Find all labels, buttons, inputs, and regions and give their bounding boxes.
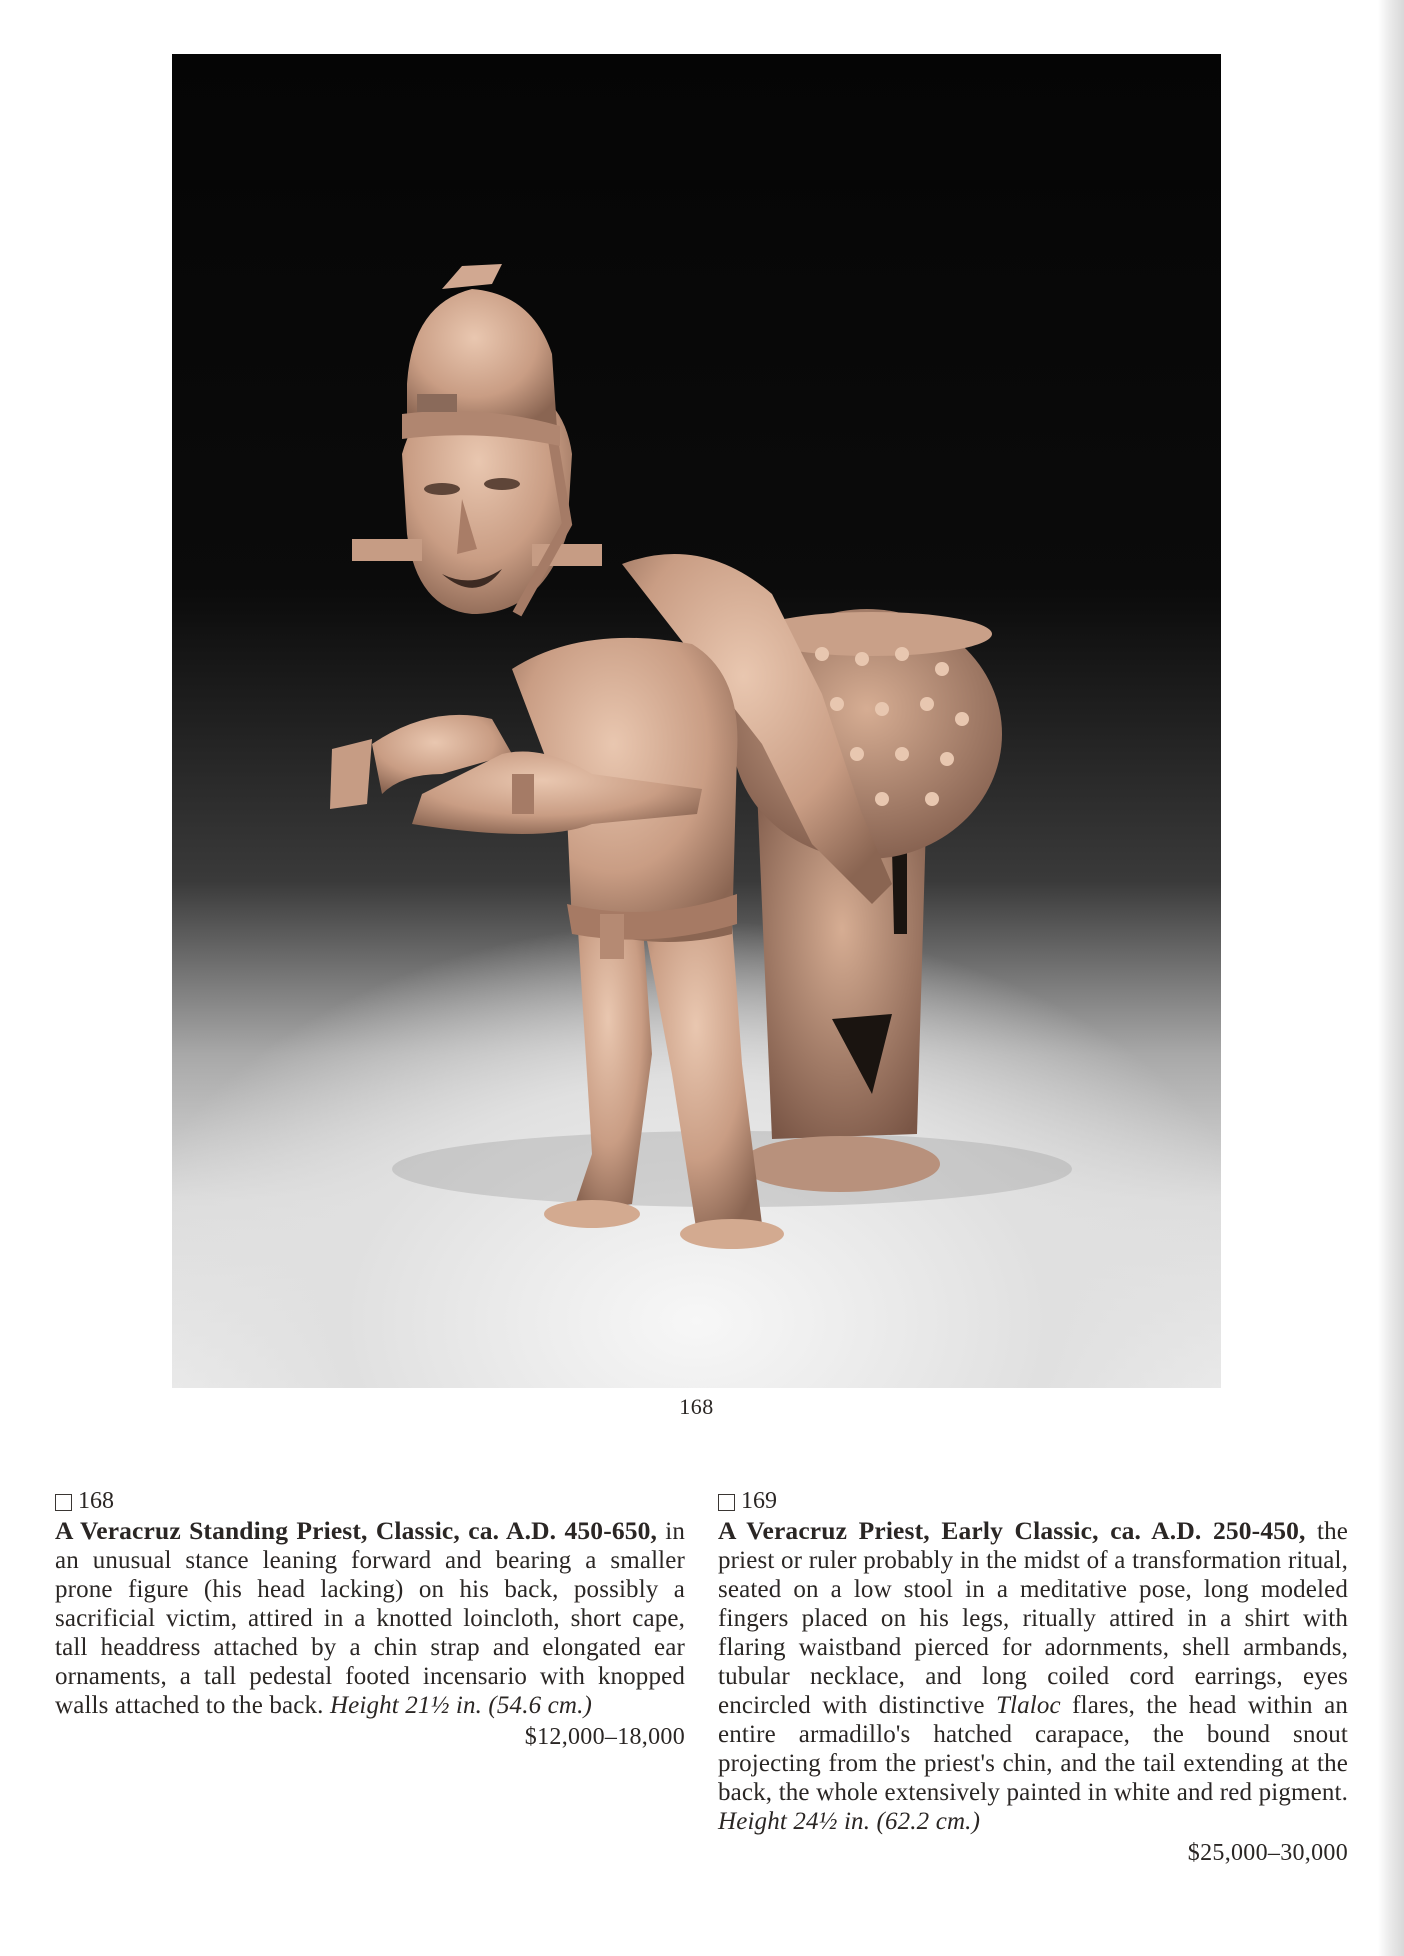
lot-description-text-cont: flares, the head within an entire armadillo's hatched carapace, the bound snout projecting from the priest's chin, and the tail extending at the back, the whole extensively painted in white and red pigment. bbox=[718, 1692, 1348, 1806]
lot-title: A Veracruz Priest, Early Classic, ca. A.D. 250-450, bbox=[718, 1516, 1306, 1545]
lot-description-text: in an unusual stance leaning forward and bearing a smaller prone figure (his head lacking) on his back, possibly a sacrificial victim, attired in a knotted loincloth, short cape, tall headdress attached by a chin strap and elongated ear ornaments, a tall pedestal footed incensario with knopped walls attached to the back. bbox=[55, 1518, 685, 1719]
lot-checkbox bbox=[55, 1494, 72, 1511]
lot-estimate: $25,000–30,000 bbox=[1187, 1840, 1348, 1866]
lot-number: 168 bbox=[78, 1488, 114, 1514]
lot-dimensions: Height 21½ in. (54.6 cm.) bbox=[329, 1692, 592, 1719]
lot-number: 169 bbox=[741, 1488, 777, 1514]
figure-caption-number: 168 bbox=[679, 1394, 714, 1419]
lot-description-text: the priest or ruler probably in the midst of a transformation ritual, seated on a low stool in a meditative pose, long modeled fingers placed on his legs, ritually attired in a shirt with flaring waistband pierced for adornments, shell armbands, tubular necklace, and long coiled cord earrings, eyes encircled with distinctive bbox=[718, 1518, 1348, 1719]
lot-estimate: $12,000–18,000 bbox=[524, 1724, 685, 1750]
lot-number-line bbox=[718, 1487, 1348, 1516]
sculpture-photograph bbox=[172, 54, 1221, 1388]
lot-entry-169 bbox=[718, 1487, 1348, 1867]
lot-dimensions: Height 24½ in. (62.2 cm.) bbox=[718, 1808, 981, 1835]
lot-italic-term: Tlaloc bbox=[995, 1692, 1061, 1719]
lot-checkbox bbox=[718, 1494, 735, 1511]
page-gutter-shadow bbox=[1378, 0, 1404, 1956]
veracruz-figure-illustration bbox=[172, 54, 1221, 1388]
lot-description bbox=[55, 1516, 685, 1720]
lot-title: A Veracruz Standing Priest, Classic, ca. A.D. 450-650, bbox=[55, 1516, 658, 1545]
lot-entry-168 bbox=[55, 1487, 685, 1751]
lot-number-line bbox=[55, 1487, 685, 1516]
lot-description bbox=[718, 1516, 1348, 1836]
